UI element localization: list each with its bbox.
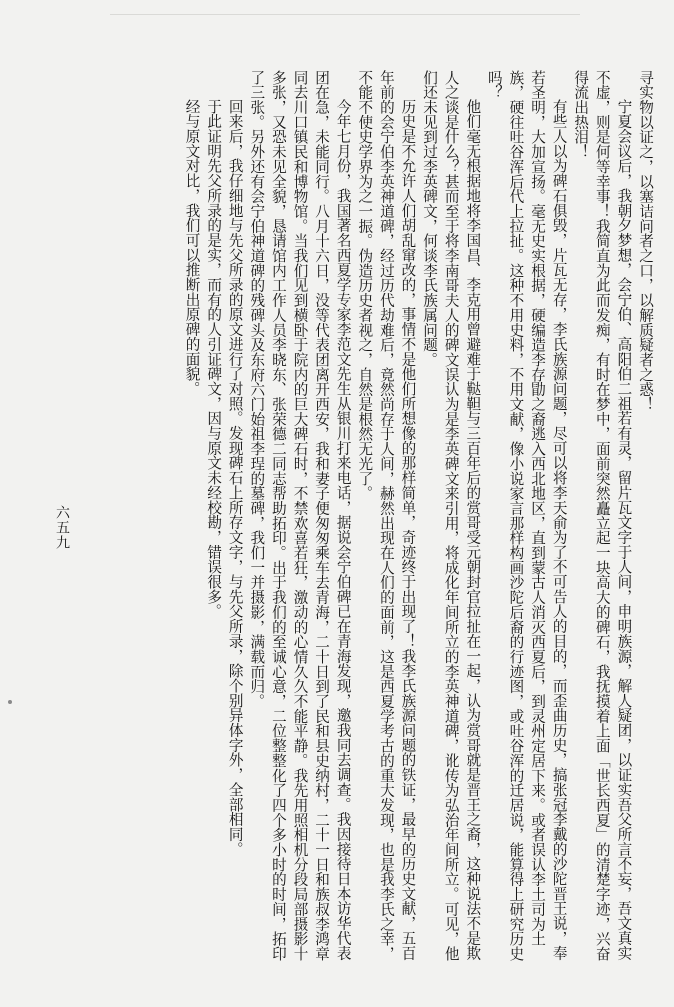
vertical-text-body <box>181 70 656 970</box>
paragraph-5: 历史是不允许人们胡乱窜改的，事情不是他们所想像的那样简单，奇迹终于出现了！我李氏族源问题的铁证，最早的历史文献，五百年前的会宁伯李英神道碑，经过历代劫难后，竟然尚存于人间，赫然出现在人们的面前，这是西夏学考古的重大发现，也是我李氏之幸，不能不使史学界为之一振。伪造历史者视之，自然是根然无光了。 <box>356 70 417 961</box>
top-edge-line <box>110 0 580 15</box>
paragraph-3: 有些人以为碑石俱毁，片瓦无存，李氏族源问题，尽可以将李天俞为了不可告人的目的，而歪曲历史，搞张冠李戴的沙陀晋王说，奉若圣明，大加宣扬。毫无史实根据，硬编造李存勖之裔逃入西北地区，直到蒙古人消灭西夏后，到灵州定居下来。或者误认李土司为土族，硬往吐谷浑后代上拉扯。这种不用史料，不用文献，像小说家言那样构画沙陀后裔的行迹图，或吐谷浑的迁居说，能算得上研究历史吗？ <box>485 70 568 961</box>
paragraph-1: 寻实物以证之，以塞诘问者之口，以解质疑者之惑！ <box>637 70 654 412</box>
paragraph-6: 今年七月份，我国著名西夏学专家李范文先生从银川打来电话，据说会宁伯碑已在青海发现，邀我同去调查。我因接待日本访华代表团在急，未能同行。八月十六日，没等代表团离开西安，我和妻子便匆匆乘车去青海，二十日到了民和县史纳村，二十一日和族叔李鸿章同去川口镇民和博物馆。当我们见到横卧于院内的巨大碑石时，不禁欢喜若狂，激动的心情久久不能平静。我先用照相机分段局部摄影十多张，又恐未见全貌，恳请馆内工作人员李晓东、张荣德二同志帮助拓印。出于我们的至诚心意，二位整整化了四个多小时的时间，拓印了三张。另外还有会宁伯神道碑的残碑头及东府六门始祖李珵的墓碑，我们一并摄影，满载而归。 <box>248 70 352 961</box>
paragraph-7: 回来后，我仔细地与先父所录的原文进行了对照。发现碑石上所存文字，与先父所录，除个别异体字外，全部相同。 <box>226 99 244 857</box>
paragraph-8: 于此证明先父所录的是实，而有的人引证碑文，因与原文未经校勘，错误很多。 <box>205 99 223 619</box>
paragraph-4: 他们毫无根据地将李国昌、李克用曾避难于鞑靼与三百年后的赏哥受元朝封官拉扯在一起，认为赏哥就是晋王之裔，这种说法不是欺人之谈是什么？甚而至于将李南哥夫人的碑文误认为是李英碑文来引用，将成化年间所立的李英神道碑，讹传为弘治年间所立。可见，他们还未见到过李英碑文，何谈李氏族属问题。 <box>421 70 482 961</box>
paragraph-9: 经与原文对比，我们可以推断出原碑的面貌。 <box>183 99 201 397</box>
paragraph-2: 宁夏会议后，我朝夕梦想，会宁伯、高阳伯二祖若有灵，留片瓦文字于人间，申明族源，解人疑团，以证实吾父所言不妄，吾文真实不虚，则是何等幸事！我简直为此而发痴，有时在梦中，面前突然矗立起一块高大的碑石，我抚摸着上面「世长西夏」的清楚字迹，兴奋得流出热泪！ <box>572 70 633 961</box>
scan-speck <box>8 700 12 704</box>
page-number: 六五九 <box>54 505 70 550</box>
